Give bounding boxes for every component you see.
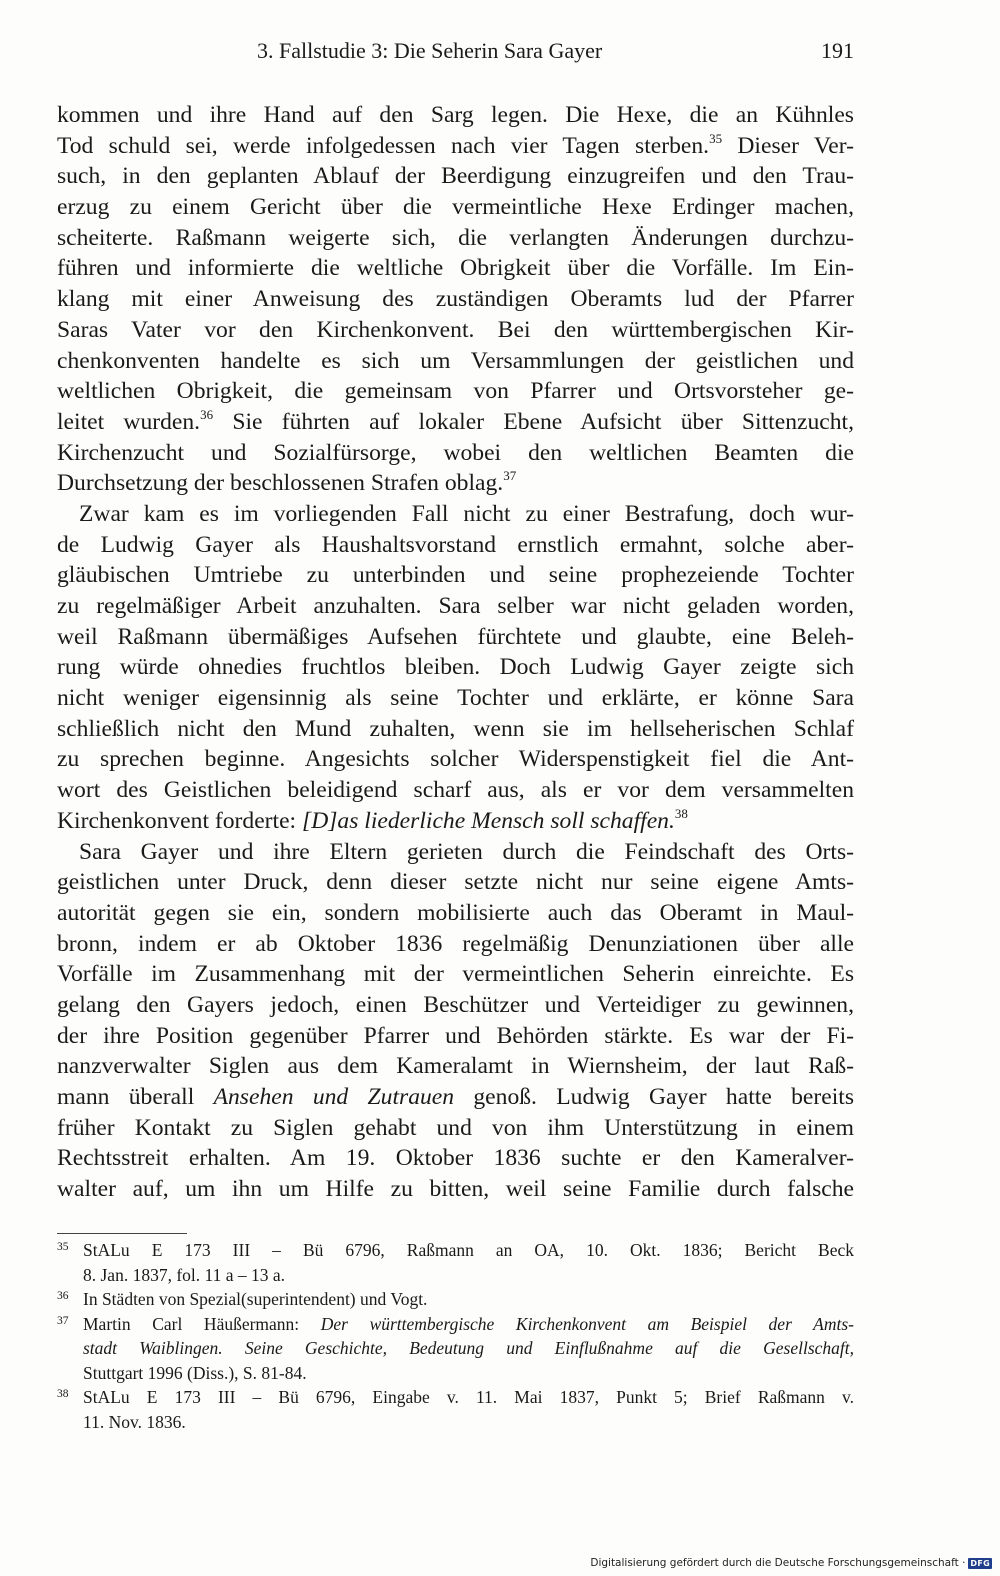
footnote-line: StALu E 173 III – Bü 6796, Eingabe v. 11. Mai 1837, Punkt 5; Brief Raßmann v. bbox=[83, 1387, 854, 1407]
footnote-ref-38[interactable]: 38 bbox=[674, 805, 688, 821]
footnote-number: 38 bbox=[57, 1388, 69, 1400]
body-text bbox=[57, 100, 854, 1205]
footnote-37 bbox=[57, 1312, 854, 1386]
footnote-38 bbox=[57, 1385, 854, 1434]
text-line: nanzverwalter Siglen aus dem Kameralamt in Wiernsheim, der laut Raß- bbox=[57, 1053, 854, 1080]
text-line: geistlichen unter Druck, denn dieser setzte nicht nur seine eigene Amts- bbox=[57, 869, 854, 896]
footnotes bbox=[57, 1238, 854, 1434]
text-run: mann überall bbox=[57, 1084, 214, 1110]
footnote-number: 37 bbox=[57, 1314, 69, 1327]
text-line bbox=[57, 407, 854, 438]
text-line: weil Raßmann übermäßiges Aufsehen fürchtete und glaubte, eine Beleh- bbox=[57, 623, 854, 650]
text-line: führen und informierte die weltliche Obrigkeit über die Vorfälle. Im Ein- bbox=[57, 255, 854, 282]
footnote-number: 35 bbox=[57, 1241, 69, 1253]
text-line: scheiterte. Raßmann weigerte sich, die verlangten Änderungen durchzu- bbox=[57, 224, 854, 251]
footnote-35 bbox=[57, 1238, 854, 1287]
digitization-credit bbox=[590, 1556, 992, 1570]
page-number: 191 bbox=[821, 38, 854, 63]
text-line: rung würde ohnedies fruchtlos bleiben. Doch Ludwig Gayer zeigte sich bbox=[57, 654, 854, 681]
text-run: Sie führten auf lokaler Ebene Aufsicht über Sittenzucht, bbox=[213, 408, 854, 435]
text-line: gläubischen Umtriebe zu unterbinden und seine prophezeiende Tochter bbox=[57, 562, 854, 589]
text-line: such, in den geplanten Ablauf der Beerdigung einzugreifen und den Trau- bbox=[57, 163, 854, 190]
text-line: zu sprechen beginne. Angesichts solcher Widerspenstigkeit fiel die Ant- bbox=[57, 746, 854, 773]
text-run: Martin Carl Häußermann: bbox=[83, 1313, 321, 1334]
footnote-ref-35[interactable]: 35 bbox=[709, 130, 723, 146]
footnote-line bbox=[83, 1336, 854, 1361]
text-line: gelang den Gayers jedoch, einen Beschützer und Verteidiger zu gewinnen, bbox=[57, 991, 854, 1018]
italic-quote: Ansehen und Zutrauen bbox=[213, 1084, 455, 1110]
text-line: autorität gegen sie ein, sondern mobilisierte auch das Oberamt in Maul- bbox=[57, 899, 854, 926]
dfg-logo-icon: DFG bbox=[970, 1558, 990, 1568]
footnote-line: StALu E 173 III – Bü 6796, Raßmann an OA, 10. Okt. 1836; Bericht Beck bbox=[83, 1240, 854, 1260]
text-line: Saras Vater vor den Kirchenkonvent. Bei den württembergischen Kir- bbox=[57, 316, 854, 343]
text-line: chenkonventen handelte es sich um Versammlungen der geistlichen und bbox=[57, 347, 854, 374]
text-line: zu regelmäßiger Arbeit anzuhalten. Sara selber war nicht geladen worden, bbox=[57, 593, 854, 619]
text-line: weltlichen Obrigkeit, die gemeinsam von Pfarrer und Ortsvorsteher ge- bbox=[57, 378, 854, 405]
text-line: klang mit einer Anweisung des zuständigen Oberamts lud der Pfarrer bbox=[57, 286, 854, 313]
text-line bbox=[57, 806, 854, 837]
text-line: de Ludwig Gayer als Haushaltsvorstand ernstlich ermahnt, solche aber- bbox=[57, 531, 854, 558]
credit-text: Digitalisierung gefördert durch die Deutsche Forschungsgemeinschaft · bbox=[590, 1557, 966, 1569]
text-line: kommen und ihre Hand auf den Sarg legen. Die Hexe, die an Kühnles bbox=[57, 102, 854, 128]
text-line: Vorfälle im Zusammenhang mit der vermeintlichen Seherin einreichte. Es bbox=[57, 961, 854, 988]
paragraph bbox=[57, 499, 854, 837]
book-title: Der württembergische Kirchenkonvent am Beispiel der Amts- bbox=[320, 1313, 854, 1334]
text-line: schließlich nicht den Mund zuhalten, wenn sie im hellseherischen Schlaf bbox=[57, 715, 854, 742]
footnote-36 bbox=[57, 1287, 854, 1312]
text-line: Sara Gayer und ihre Eltern gerieten durch die Feindschaft des Orts- bbox=[79, 838, 854, 865]
text-line: walter auf, um ihn um Hilfe zu bitten, weil seine Familie durch falsche bbox=[57, 1176, 854, 1203]
text-run: Durchsetzung der beschlossenen Strafen oblag. bbox=[57, 470, 504, 497]
text-line: Kirchenzucht und Sozialfürsorge, wobei den weltlichen Beamten die bbox=[57, 439, 854, 466]
paragraph bbox=[57, 100, 854, 499]
footnote-divider bbox=[57, 1233, 187, 1234]
footnote-line: In Städten von Spezial(superintendent) und Vogt. bbox=[83, 1289, 428, 1309]
text-run: Kirchenkonvent forderte: bbox=[57, 807, 303, 834]
footnote-line bbox=[83, 1312, 854, 1337]
italic-quote: [D]as liederliche Mensch soll schaffen. bbox=[302, 807, 675, 834]
text-line: Zwar kam es im vorliegenden Fall nicht zu einer Bestrafung, doch wur- bbox=[79, 500, 854, 527]
running-head bbox=[57, 38, 854, 70]
text-line: erzug zu einem Gericht über die vermeintliche Hexe Erdinger machen, bbox=[57, 194, 854, 221]
footnote-ref-36[interactable]: 36 bbox=[200, 407, 214, 423]
text-line bbox=[57, 131, 854, 162]
paragraph bbox=[57, 837, 854, 1205]
text-run: leitet wurden. bbox=[57, 408, 201, 435]
footnote-ref-37[interactable]: 37 bbox=[503, 468, 517, 484]
footnote-number: 36 bbox=[57, 1290, 69, 1302]
text-line: bronn, indem er ab Oktober 1836 regelmäßig Denunziationen über alle bbox=[57, 930, 854, 957]
chapter-title: 3. Fallstudie 3: Die Seherin Sara Gayer bbox=[257, 38, 603, 63]
text-line: der ihre Position gegenüber Pfarrer und Behörden stärkte. Es war der Fi- bbox=[57, 1022, 854, 1049]
footnote-line: 11. Nov. 1836. bbox=[83, 1411, 186, 1432]
text-run: genoß. Ludwig Gayer hatte bereits bbox=[454, 1084, 854, 1110]
text-line: früher Kontakt zu Siglen gehabt und von ihm Unterstützung in einem bbox=[57, 1114, 854, 1141]
text-run: Tod schuld sei, werde infolgedessen nach vier Tagen sterben. bbox=[57, 132, 710, 159]
text-line bbox=[57, 468, 854, 499]
text-line: Rechtsstreit erhalten. Am 19. Oktober 1836 suchte er den Kameralver- bbox=[57, 1145, 854, 1172]
book-title: stadt Waiblingen. Seine Geschichte, Bedeutung und Einflußnahme auf die Gesellschaft, bbox=[83, 1338, 854, 1358]
footnote-line: 8. Jan. 1837, fol. 11 a – 13 a. bbox=[83, 1264, 286, 1285]
text-line bbox=[57, 1082, 854, 1113]
text-run: Dieser Ver- bbox=[722, 132, 854, 159]
footnote-line: Stuttgart 1996 (Diss.), S. 81-84. bbox=[83, 1362, 307, 1383]
text-line: wort des Geistlichen beleidigend scharf aus, als er vor dem versammelten bbox=[57, 777, 854, 804]
text-line: nicht weniger eigensinnig als seine Tochter und erklärte, er könne Sara bbox=[57, 685, 854, 712]
